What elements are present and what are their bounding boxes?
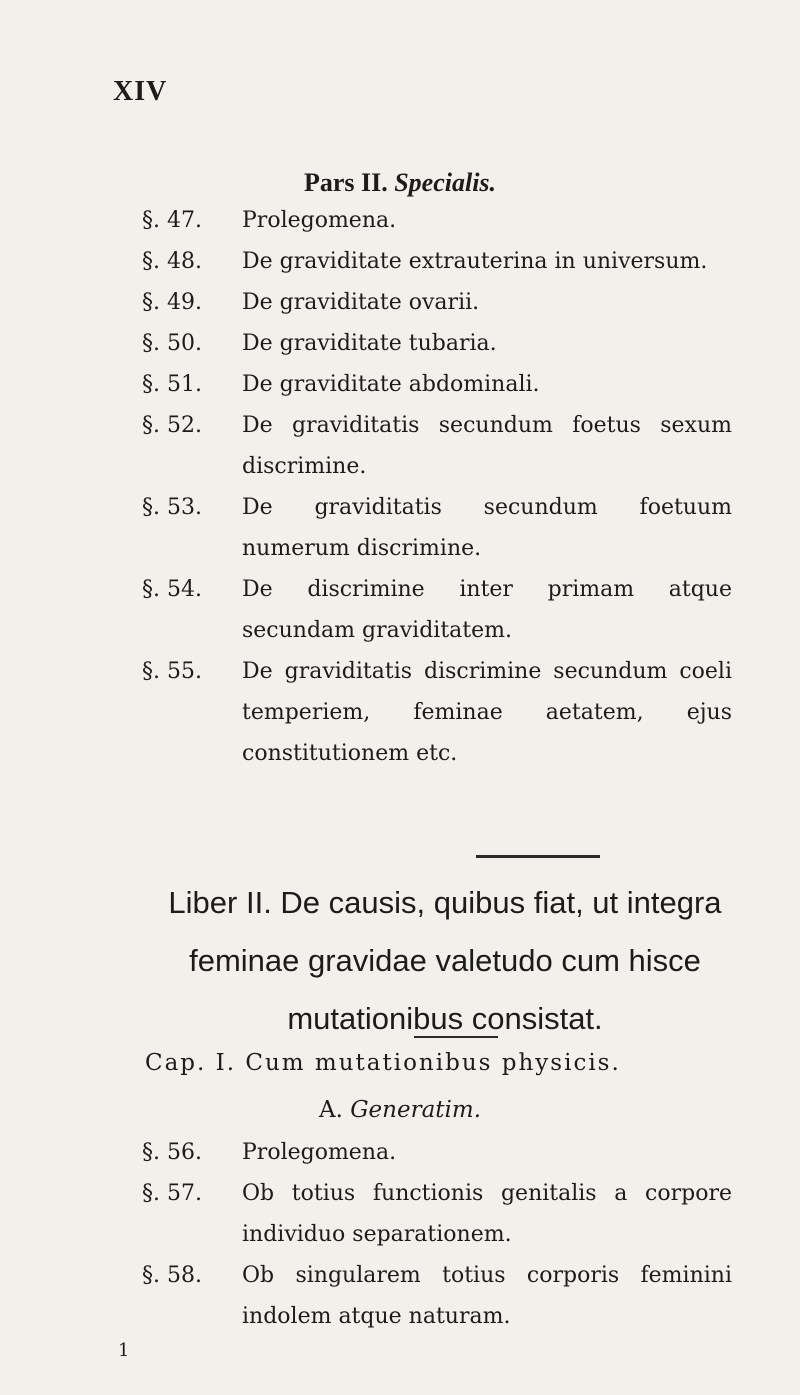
section-number: §. 52. bbox=[142, 413, 202, 438]
section-title: De graviditate ovarii. bbox=[242, 290, 480, 315]
chapter-heading bbox=[145, 1050, 745, 1076]
part-heading-title: Specialis. bbox=[394, 168, 497, 197]
section-number: §. 49. bbox=[142, 290, 202, 315]
toc-entry bbox=[142, 487, 742, 569]
section-title: De graviditate abdominali. bbox=[242, 372, 540, 397]
toc-entry bbox=[142, 1132, 742, 1173]
section-title: Prolegomena. bbox=[242, 1140, 397, 1165]
section-title: De graviditatis secundum foetuum numerum discrimine. bbox=[242, 495, 732, 561]
section-number: §. 56. bbox=[142, 1140, 202, 1165]
chapter-title: Cum mutationibus physicis. bbox=[245, 1050, 621, 1076]
section-title: De graviditate tubaria. bbox=[242, 331, 497, 356]
chapter-label: Cap. I. bbox=[145, 1050, 237, 1076]
folio-mark: 1 bbox=[118, 1340, 130, 1361]
section-number: §. 58. bbox=[142, 1263, 202, 1288]
section-number: §. 50. bbox=[142, 331, 202, 356]
toc-entry bbox=[142, 200, 742, 241]
section-number: §. 53. bbox=[142, 495, 202, 520]
part-heading-label: Pars II. bbox=[303, 168, 388, 197]
toc-entry bbox=[142, 364, 742, 405]
toc-entry bbox=[142, 323, 742, 364]
section-number: §. 48. bbox=[142, 249, 202, 274]
section-number: §. 54. bbox=[142, 577, 202, 602]
toc-entry bbox=[142, 1173, 742, 1255]
section-title: De graviditatis discrimine secundum coeli temperiem, feminae aetatem, ejus constitutionem etc. bbox=[242, 659, 732, 766]
toc-entry bbox=[142, 241, 742, 282]
section-title: De graviditatis secundum foetus sexum discrimine. bbox=[242, 413, 732, 479]
section-title: De graviditate extrauterina in universum. bbox=[242, 249, 708, 274]
section-number: §. 51. bbox=[142, 372, 202, 397]
section-number: §. 47. bbox=[142, 208, 202, 233]
section-number: §. 57. bbox=[142, 1181, 202, 1206]
subsection-label: A. bbox=[318, 1097, 343, 1123]
subsection-title: Generatim. bbox=[350, 1097, 482, 1123]
toc-entry bbox=[142, 569, 742, 651]
section-number: §. 55. bbox=[142, 659, 202, 684]
section-title: Ob singularem totius corporis feminini indolem atque naturam. bbox=[242, 1263, 732, 1329]
part-heading bbox=[0, 168, 800, 198]
book-heading: Liber II. De causis, quibus fiat, ut integra feminae gravidae valetudo cum hisce mutationibus consistat. bbox=[168, 885, 722, 1036]
section-title: Prolegomena. bbox=[242, 208, 397, 233]
divider-rule bbox=[414, 1036, 498, 1038]
toc-entry bbox=[142, 282, 742, 323]
section-title: Ob totius functionis genitalis a corpore individuo separationem. bbox=[242, 1181, 732, 1247]
page-number: XIV bbox=[113, 76, 168, 107]
toc-entry bbox=[142, 405, 742, 487]
toc-entry bbox=[142, 651, 742, 774]
subsection-heading bbox=[0, 1097, 800, 1123]
toc-entry bbox=[142, 1255, 742, 1337]
divider-rule bbox=[476, 855, 600, 858]
section-title: De discrimine inter primam atque secundam graviditatem. bbox=[242, 577, 732, 643]
